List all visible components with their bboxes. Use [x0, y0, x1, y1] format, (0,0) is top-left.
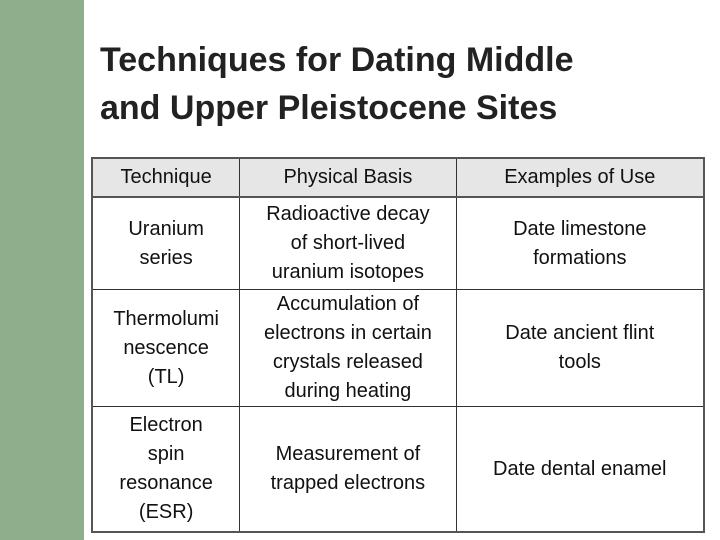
header-technique: Technique	[92, 158, 240, 197]
table-row	[92, 407, 704, 533]
cell-line: during heating	[284, 380, 412, 402]
cell-line: Date limestone	[513, 217, 647, 240]
cell-line: electrons in certain	[263, 322, 432, 344]
slide-title-line: and Upper Pleistocene Sites	[100, 89, 558, 127]
technique-cell	[92, 407, 240, 533]
cell-line: Date ancient flint	[505, 322, 655, 344]
dating-techniques-table	[91, 157, 705, 533]
cell-line: series	[139, 246, 193, 269]
cell-line: Measurement of	[275, 443, 421, 465]
use-cell	[456, 197, 704, 290]
cell-line: crystals released	[272, 351, 423, 373]
cell-line: of short-lived	[290, 232, 406, 254]
technique-cell	[92, 197, 240, 290]
header-physical-basis: Physical Basis	[240, 158, 456, 197]
use-cell	[456, 407, 704, 533]
cell-line: Uranium	[128, 217, 204, 240]
cell-line: (TL)	[147, 365, 185, 388]
technique-cell	[92, 290, 240, 407]
basis-cell	[240, 197, 456, 290]
cell-line: Thermolumi	[113, 307, 219, 330]
cell-line: uranium isotopes	[271, 261, 425, 283]
cell-line: trapped electrons	[270, 472, 426, 494]
table-header-row	[92, 158, 704, 197]
cell-line: tools	[558, 351, 601, 373]
cell-line: Electron	[129, 414, 203, 436]
cell-line: Accumulation of	[276, 293, 420, 315]
slide-title-line: Techniques for Dating Middle	[100, 41, 574, 79]
cell-line: resonance	[119, 472, 213, 494]
cell-line: formations	[533, 246, 627, 269]
use-cell	[456, 290, 704, 407]
table-row	[92, 290, 704, 407]
table-row	[92, 197, 704, 290]
cell-line: Date dental enamel	[493, 457, 667, 480]
side-accent-bar	[0, 0, 84, 540]
basis-cell	[240, 290, 456, 407]
cell-line: Radioactive decay	[266, 203, 430, 225]
cell-line: (ESR)	[138, 501, 194, 523]
cell-line: spin	[147, 443, 185, 465]
header-examples-of-use: Examples of Use	[456, 158, 704, 197]
basis-cell	[240, 407, 456, 533]
cell-line: nescence	[123, 336, 209, 359]
slide-title	[100, 36, 700, 132]
